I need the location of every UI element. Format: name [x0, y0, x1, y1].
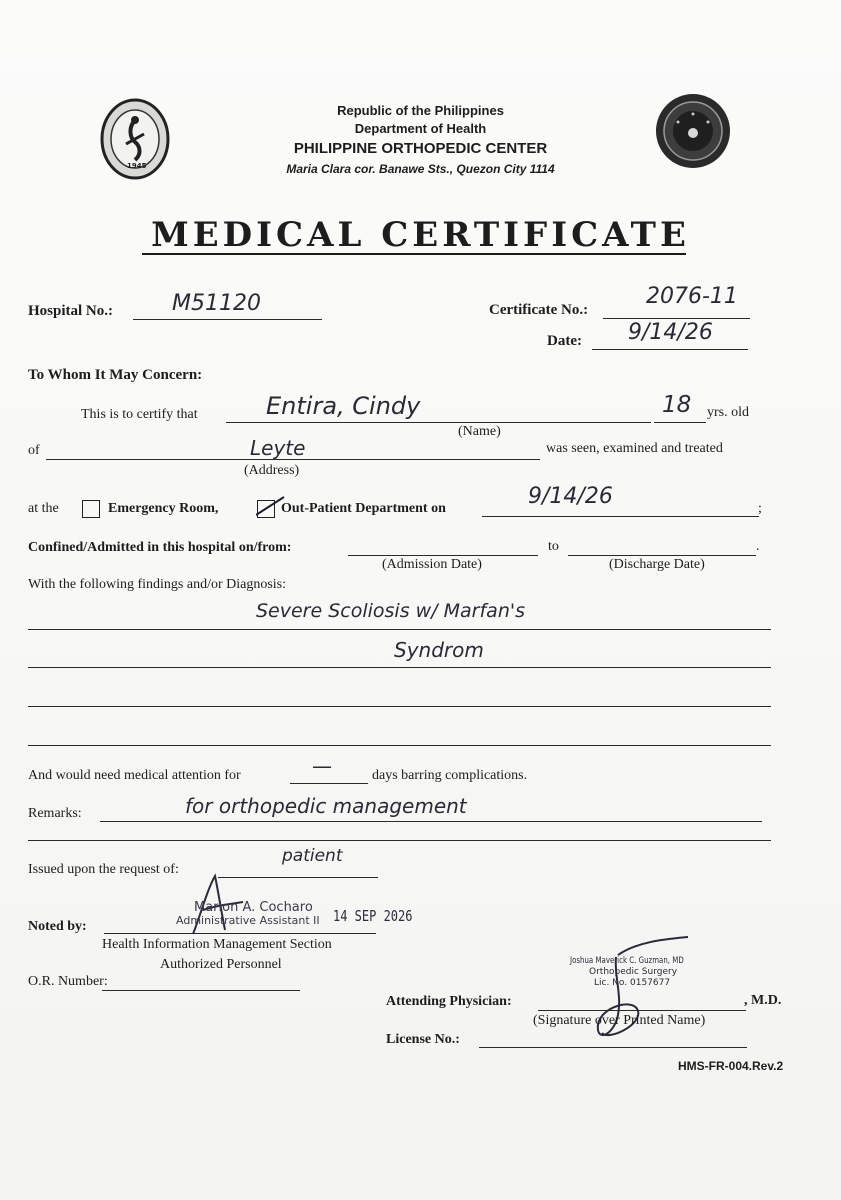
name-caption: (Name)	[458, 424, 501, 439]
findings-line-2	[28, 667, 771, 668]
age-line	[654, 422, 706, 423]
noted-stamp-date: 14 SEP 2026	[333, 907, 413, 925]
certify-prefix: This is to certify that	[81, 407, 198, 422]
noted-stamp-name: Marlon A. Cocharo	[194, 900, 313, 915]
opd-checkbox[interactable]	[257, 500, 275, 518]
seal-year: 1945	[127, 162, 147, 170]
salutation: To Whom It May Concern:	[28, 367, 203, 383]
patient-name-value: Entira, Cindy	[266, 392, 421, 420]
physician-stamp-dept: Orthopedic Surgery	[589, 967, 678, 977]
age-value: 18	[662, 392, 692, 418]
noted-section: Health Information Management Section	[102, 937, 332, 952]
attention-days-line	[290, 783, 368, 784]
header-republic: Republic of the Philippines	[337, 103, 504, 118]
attention-suffix: days barring complications.	[372, 768, 528, 783]
remarks-label: Remarks:	[28, 806, 82, 821]
confinement-to: to	[548, 539, 559, 554]
address-suffix: was seen, examined and treated	[546, 441, 723, 456]
remarks-line-2	[28, 840, 771, 841]
findings-line-4	[28, 745, 771, 746]
address-value: Leyte	[250, 436, 306, 460]
physician-label: Attending Physician:	[386, 994, 512, 1009]
discharge-date-line	[568, 555, 756, 556]
header-address: Maria Clara cor. Banawe Sts., Quezon City 1114	[286, 162, 555, 176]
findings-line2-value: Syndrom	[394, 638, 484, 662]
emergency-room-checkbox[interactable]	[82, 500, 100, 518]
date-value: 9/14/26	[628, 320, 713, 345]
findings-line-1	[28, 629, 771, 630]
license-line	[479, 1047, 747, 1048]
certificate-no-line	[603, 318, 750, 319]
findings-line1-value: Severe Scoliosis w/ Marfan's	[256, 600, 525, 622]
title-underline	[142, 253, 686, 255]
confinement-end: .	[756, 539, 760, 554]
hospital-no-value: M51120	[172, 291, 261, 316]
admission-caption: (Admission Date)	[382, 557, 482, 572]
header-department: Department of Health	[354, 121, 487, 136]
noted-stamp-title: Administrative Assistant II	[176, 914, 320, 927]
confinement-label: Confined/Admitted in this hospital on/from:	[28, 540, 292, 555]
issued-value: patient	[282, 846, 343, 866]
address-prefix: of	[28, 443, 40, 458]
age-suffix: yrs. old	[707, 405, 749, 420]
or-number-label: O.R. Number:	[28, 974, 108, 989]
certificate-no-value: 2076-11	[646, 284, 738, 309]
noted-label: Noted by:	[28, 919, 87, 934]
certificate-no-label: Certificate No.:	[489, 302, 589, 318]
physician-line	[538, 1010, 746, 1011]
physician-stamp-name: Joshua Maverick C. Guzman, MD	[570, 956, 684, 966]
noted-personnel: Authorized Personnel	[160, 957, 282, 972]
discharge-caption: (Discharge Date)	[609, 557, 705, 572]
header-hospital-name: PHILIPPINE ORTHOPEDIC CENTER	[293, 140, 548, 157]
page-title: MEDICAL CERTIFICATE	[151, 215, 690, 255]
emergency-room-label: Emergency Room,	[108, 501, 219, 516]
attention-days-value: —	[312, 754, 332, 778]
address-caption: (Address)	[244, 463, 300, 478]
opd-label: Out-Patient Department on	[281, 501, 446, 516]
visit-date-value: 9/14/26	[528, 484, 613, 509]
physician-stamp-license: Lic. No. 0157677	[594, 978, 671, 988]
date-label: Date:	[547, 333, 582, 349]
name-line	[226, 422, 651, 423]
form-code: HMS-FR-004.Rev.2	[678, 1059, 784, 1073]
license-label: License No.:	[386, 1032, 460, 1047]
findings-label: With the following findings and/or Diagnosis:	[28, 577, 287, 592]
issued-label: Issued upon the request of:	[28, 862, 179, 877]
physician-caption: (Signature over Printed Name)	[533, 1013, 706, 1028]
visit-date-line	[482, 516, 759, 517]
attention-prefix: And would need medical attention for	[28, 768, 241, 783]
date-line	[592, 349, 748, 350]
department-prefix: at the	[28, 501, 59, 516]
remarks-line-1	[100, 821, 762, 822]
remarks-value: for orthopedic management	[185, 794, 467, 818]
hospital-no-label: Hospital No.:	[28, 303, 114, 319]
department-suffix: ;	[758, 501, 762, 516]
findings-line-3	[28, 706, 771, 707]
physician-suffix: , M.D.	[744, 993, 782, 1008]
hospital-no-line	[133, 319, 322, 320]
or-number-line	[102, 990, 300, 991]
admission-date-line	[348, 555, 538, 556]
